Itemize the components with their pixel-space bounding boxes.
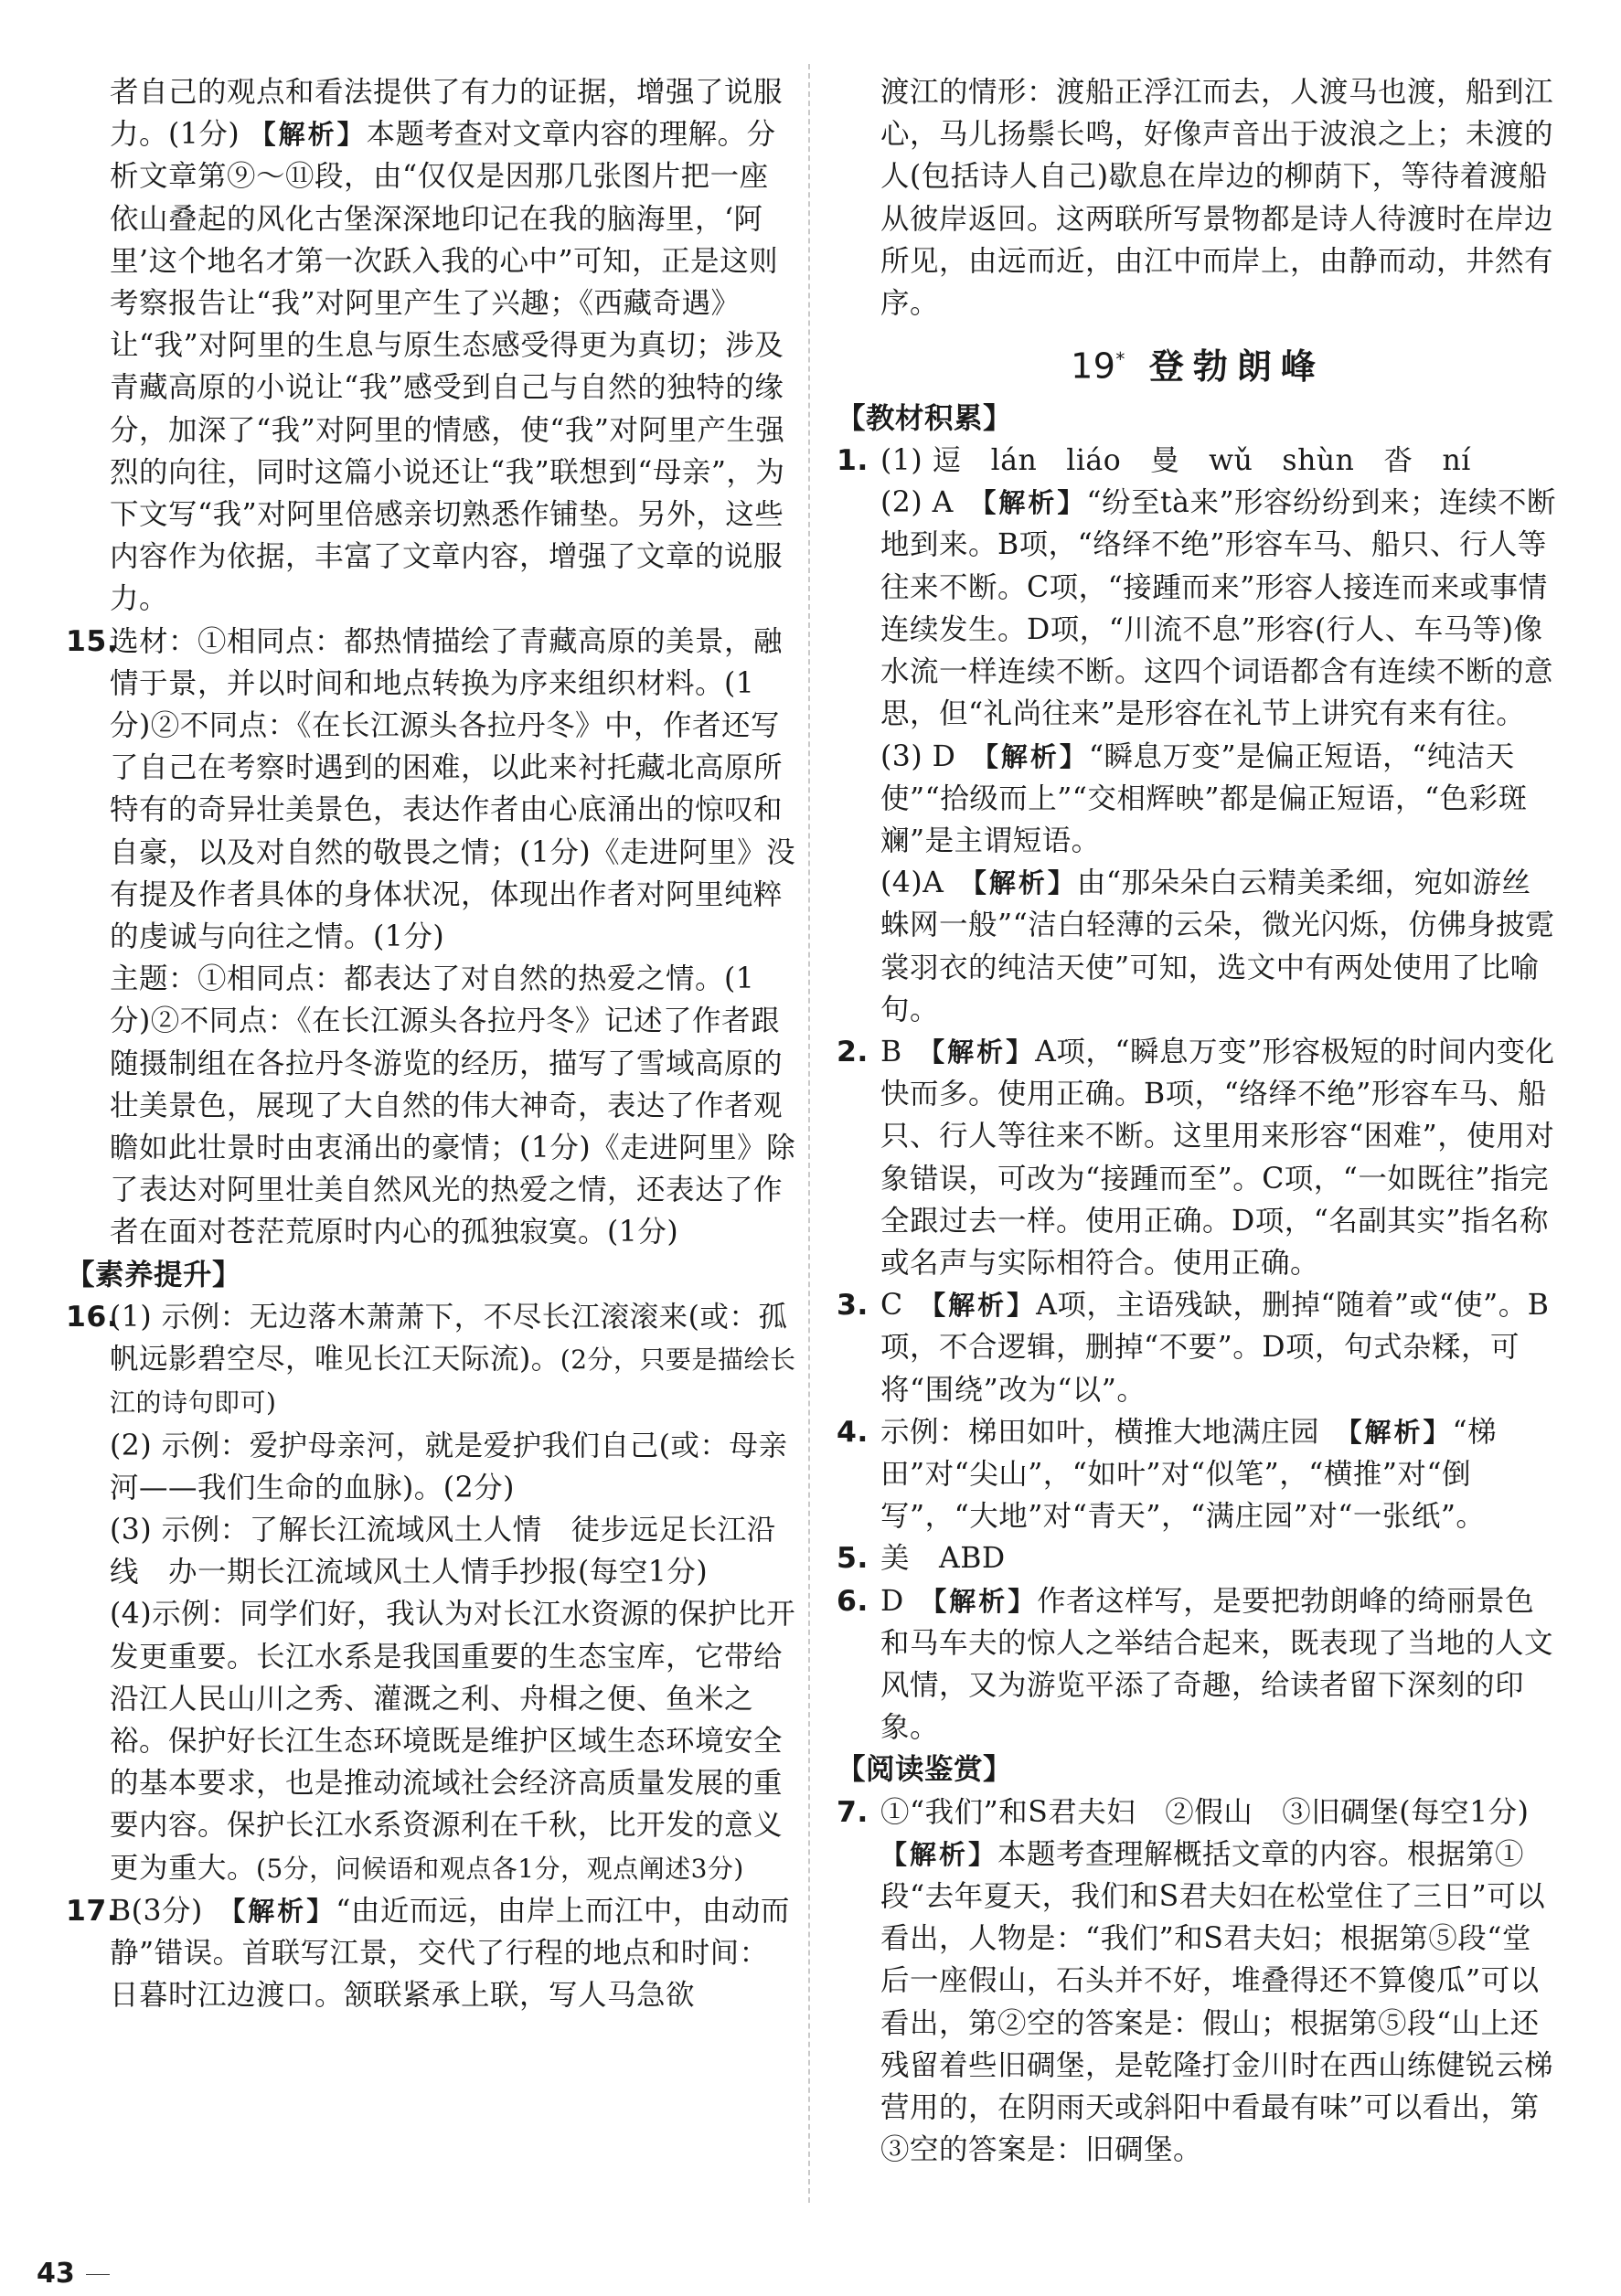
question-number: 5. bbox=[837, 1542, 869, 1576]
question-number: 16. bbox=[66, 1300, 119, 1334]
answer-text: B(3分) bbox=[110, 1894, 232, 1928]
right-column bbox=[837, 71, 1559, 2171]
question-17 bbox=[66, 1890, 797, 2017]
analysis-label: 【解析】 bbox=[973, 867, 1077, 899]
answer-1-2: (2) A 【解析】“纷至tà来”形容纷纷到来；连续不断地到来。B项，“络绎不绝”形容车马、船只、行人等往来不断。C项，“接踵而来”形容人接连而来或事情连续发生。D项，“川流不息”形容(行人、车马等)像水流一样连续不断。这四个词语都含有连续不断的意思，但“礼尚往来”是形容在礼节上讲究有来有往。 bbox=[880, 486, 1557, 731]
section-heading-suyang: 【素养提升】 bbox=[66, 1258, 242, 1292]
analysis-label: 【解析】 bbox=[932, 1290, 1037, 1322]
chapter-title: 登勃朗峰 bbox=[1148, 345, 1325, 387]
left-column bbox=[66, 71, 797, 2016]
analysis-label: 【解析】 bbox=[880, 1838, 998, 1870]
answer-material: 选材：①相同点：都热情描绘了青藏高原的美景，融情于景，并以时间和地点转换为序来组织材料。(1分)②不同点：《在长江源头各拉丹冬》中，作者还写了自己在考察时遇到的困难，以此来衬托藏北高原所特有的奇异壮美景色，表达作者由心底涌出的惊叹和自豪，以及对自然的敬畏之情；(1分)《走进阿里》没有提及作者具体的身体状况，体现出作者对阿里纯粹的虔诚与向往之情。(1分) bbox=[110, 624, 796, 954]
page-number: 43 bbox=[37, 2258, 110, 2290]
question-7: 7. ①“我们”和S君夫妇 ②假山 ③旧碉堡(每空1分) 【解析】本题考查理解概括文章的内容。根据第①段“去年夏天，我们和S君夫妇在松堂住了三日”可以看出，人物是：“我们”和S君夫妇；根据第⑤段“堂后一座假山，石头并不好，堆叠得还不算傻瓜”可以看出，第②空的答案是：假山；根据第⑤段“山上还残留着些旧碉堡，是乾隆打金川时在西山练健锐云梯营用的，在阴雨天或斜阳中看最有味”可以看出，第③空的答案是：旧碉堡。 bbox=[837, 1791, 1559, 2172]
section-heading-jiaocai: 【教材积累】 bbox=[837, 401, 1013, 435]
analysis-label: 【解析】 bbox=[985, 740, 1089, 772]
answer-16-2: (2) 示例：爱护母亲河，就是爱护我们自己(或：母亲河——我们生命的血脉)。(2分) bbox=[110, 1429, 788, 1504]
question-15 bbox=[66, 621, 797, 1254]
answer-1-3: (3) D 【解析】“瞬息万变”是偏正短语，“纯洁天使”“拾级而上”“交相辉映”都是偏正短语，“色彩斑斓”是主谓短语。 bbox=[880, 739, 1528, 857]
analysis-label: 【解析】 bbox=[982, 487, 1087, 519]
question-number: 1. bbox=[837, 444, 869, 478]
answer-16-4: (4)示例：同学们好，我认为对长江水资源的保护比开发更重要。长江水系是我国重要的生态宝库，它带给沿江人民山川之秀、灌溉之利、舟楫之便、鱼米之裕。保护好长江生态环境既是维护区域生态环境安全的基本要求，也是推动流域社会经济高质量发展的重要内容。保护长江水系资源利在千秋，比开发的意义更为重大。(5分，问候语和观点各1分，观点阐述3分) bbox=[110, 1598, 796, 1885]
question-4: 4. 示例：梯田如叶，横推大地满庄园 【解析】“梯田”对“尖山”，“如叶”对“似笔”，“横推”对“倒写”，“大地”对“青天”，“满庄园”对“一张纸”。 bbox=[837, 1411, 1559, 1538]
chapter-heading bbox=[837, 324, 1559, 398]
answer-14-continued bbox=[66, 71, 797, 621]
question-1 bbox=[837, 440, 1559, 1031]
answer-theme: 主题：①相同点：都表达了对自然的热爱之情。(1分)②不同点：《在长江源头各拉丹冬》记述了作者跟随摄制组在各拉丹冬游览的经历，描写了雪域高原的壮美景色，展现了大自然的伟大神奇，表达了作者观瞻如此壮景时由衷涌出的豪情；(1分)《走进阿里》除了表达对阿里壮美自然风光的热爱之情，还表达了作者在面对苍茫荒原时内心的孤独寂寞。(1分) bbox=[110, 962, 796, 1249]
score-note: (5分，问候语和观点各1分，观点阐述3分) bbox=[256, 1853, 744, 1884]
answer-16-1: (1) 示例：无边落木萧萧下，不尽长江滚滚来(或：孤帆远影碧空尽，唯见长江天际流)。(2分，只要是描绘长江的诗句即可) bbox=[110, 1300, 796, 1419]
question-3: 3. C 【解析】A项，主语残缺，删掉“随着”或“使”。B项，不合逻辑，删掉“不要”。D项，句式杂糅，可将“围绕”改为“以”。 bbox=[837, 1284, 1559, 1411]
question-16 bbox=[66, 1296, 797, 1890]
question-number: 3. bbox=[837, 1289, 869, 1323]
question-number: 15. bbox=[66, 624, 119, 658]
question-2: 2. B 【解析】A项，“瞬息万变”形容极短的时间内变化快而多。使用正确。B项，“络绎不绝”形容车马、船只、行人等往来不断。这里用来形容“困难”，使用对象错误，可改为“接踵而至”。C项，“一如既往”指完全跟过去一样。使用正确。D项，“名副其实”指名称或名声与实际相符合。使用正确。 bbox=[837, 1031, 1559, 1284]
analysis-label: 【解析】 bbox=[931, 1036, 1036, 1068]
question-number: 6. bbox=[837, 1584, 869, 1618]
answer-16-3: (3) 示例：了解长江流域风土人情 徒步远足长江沿线 办一期长江流域风土人情手抄报(每空1分) bbox=[110, 1513, 776, 1589]
answer-1-4: (4)A 【解析】由“那朵朵白云精美柔细，宛如游丝蛛网一般”“洁白轻薄的云朵，微光闪烁，仿佛身披霓裳羽衣的纯洁天使”可知，选文中有两处使用了比喻句。 bbox=[880, 866, 1555, 1026]
chapter-number: 19 bbox=[1071, 345, 1116, 387]
question-number: 2. bbox=[837, 1035, 869, 1068]
chapter-mark: * bbox=[1115, 348, 1125, 371]
question-number: 4. bbox=[837, 1415, 869, 1449]
analysis-label: 【解析】 bbox=[1349, 1416, 1453, 1448]
question-number: 7. bbox=[837, 1795, 869, 1829]
answer-text: 者自己的观点和看法提供了有力的证据，增强了说服力。(1分) bbox=[110, 76, 784, 152]
analysis-label: 【解析】 bbox=[231, 1895, 336, 1927]
analysis-text: “由近而远，由岸上而江中，由动而静”错误。首联写江景，交代了行程的地点和时间：日暮时江边渡口。颔联紧承上联，写人马急欲 bbox=[110, 1894, 790, 2013]
analysis-text: 本题考查对文章内容的理解。分析文章第⑨～⑪段，由“仅仅是因那几张图片把一座依山叠起的风化古堡深深地印记在我的脑海里，‘阿里’这个地名才第一次跃入我的心中”可知，正是这则考察报告让“我”对阿里产生了兴趣；《西藏奇遇》让“我”对阿里的生息与原生态感受得更为真切；涉及青藏高原的小说让“我”感受到自己与自然的独特的缘分，加深了“我”对阿里的情感，使“我”对阿里产生强烈的向往，同时这篇小说还让“我”联想到“母亲”，为下文写“我”对阿里倍感亲切熟悉作铺垫。另外，这些内容作为依据，丰富了文章内容，增强了文章的说服力。 bbox=[110, 118, 785, 616]
answer-17-continued: 渡江的情形：渡船正浮江而去，人渡马也渡，船到江心，马儿扬鬃长鸣，好像声音出于波浪之上；未渡的人(包括诗人自己)歇息在岸边的柳荫下，等待着渡船从彼岸返回。这两联所写景物都是诗人待渡时在岸边所见，由远而近，由江中而岸上，由静而动，井然有序。 bbox=[880, 76, 1554, 321]
question-5: 5. 美 ABD bbox=[837, 1537, 1559, 1579]
question-number: 17. bbox=[66, 1894, 119, 1928]
score-note: (2分，只要是描绘长江的诗句即可) bbox=[110, 1345, 796, 1419]
section-heading-yuedu: 【阅读鉴赏】 bbox=[837, 1753, 1013, 1787]
answer-1-1: (1) 逗 lán liáo 曼 wǔ shùn 沓 ní bbox=[880, 444, 1471, 478]
analysis-label: 【解析】 bbox=[249, 119, 367, 151]
question-6: 6. D 【解析】作者这样写，是要把勃朗峰的绮丽景色和马车夫的惊人之举结合起来，既表现了当地的人文风情，又为游览平添了奇趣，给读者留下深刻的印象。 bbox=[837, 1580, 1559, 1749]
column-divider bbox=[808, 64, 810, 2203]
analysis-label: 【解析】 bbox=[933, 1585, 1038, 1617]
